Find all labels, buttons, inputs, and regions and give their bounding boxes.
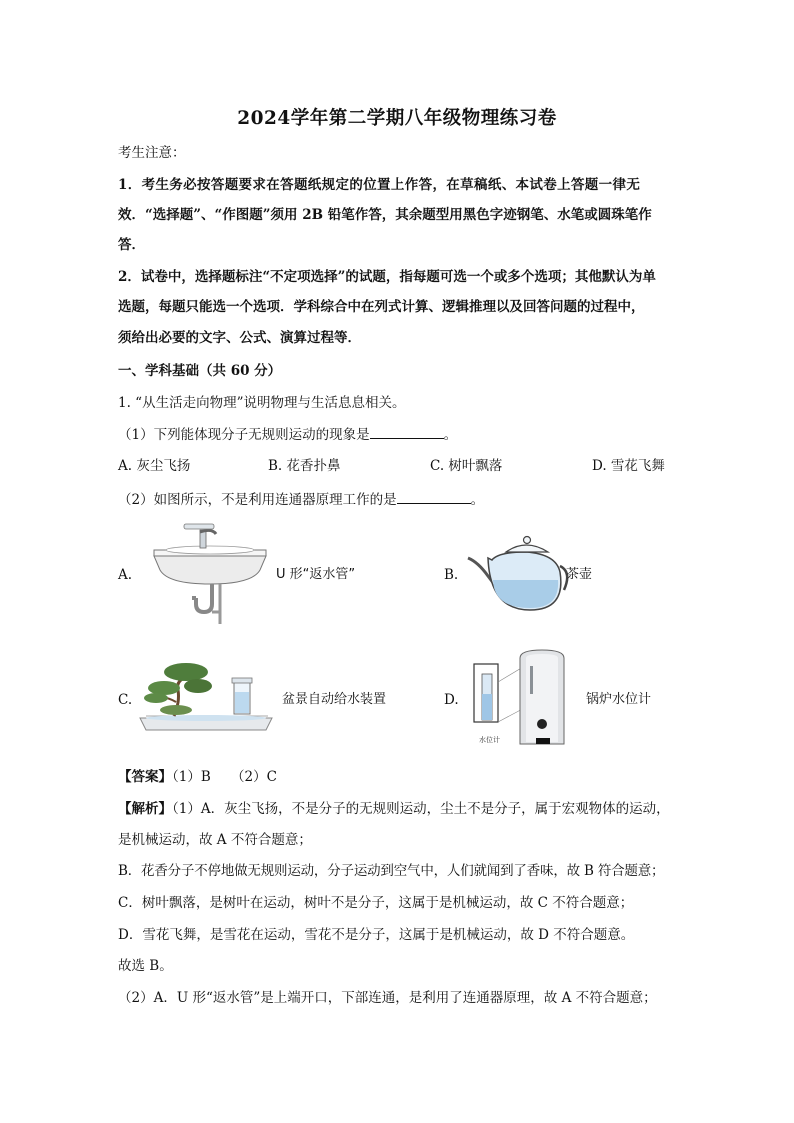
analysis-line-6: 故选 B。 bbox=[118, 958, 173, 974]
analysis-line-4: C．树叶飘落，是树叶在运动，树叶不是分子，这属于是机械运动，故 C 不符合题意； bbox=[118, 895, 634, 911]
bonsai-watering-image bbox=[136, 658, 276, 740]
figure-d-label: 锅炉水位计 bbox=[586, 692, 652, 707]
notice-item-2-line-2: 选题，每题只能选一个选项．学科综合中在列式计算、逻辑推理以及回答问题的过程中， bbox=[118, 299, 645, 315]
figure-d-letter: D. bbox=[444, 692, 459, 708]
analysis-line-1 bbox=[118, 799, 670, 819]
answer-tag: 【答案】 bbox=[118, 769, 172, 785]
answer-line bbox=[118, 767, 277, 787]
question-1-part-1-text: （1）下列能体现分子无规则运动的现象是 bbox=[118, 427, 370, 443]
analysis-line-2: 是机械运动，故 A 不符合题意； bbox=[118, 832, 312, 848]
option-b: B. 花香扑鼻 bbox=[268, 458, 341, 474]
teapot-image bbox=[460, 532, 570, 614]
question-1-part-1 bbox=[118, 424, 457, 445]
page-title: 2024学年第二学期八年级物理练习卷 bbox=[237, 108, 557, 129]
figure-b-letter: B. bbox=[444, 567, 459, 583]
question-1-part-2-text: （2）如图所示，不是利用连通器原理工作的是 bbox=[118, 492, 397, 508]
question-1-part-2-end: 。 bbox=[470, 492, 485, 508]
analysis-tag: 【解析】 bbox=[118, 801, 172, 817]
answer-blank bbox=[370, 424, 444, 439]
figure-c-letter: C. bbox=[118, 692, 133, 708]
notice-item-1-line-3: 答． bbox=[118, 237, 145, 253]
water-gauge-caption: 水位计 bbox=[479, 736, 500, 744]
analysis-line-7: （2）A．U 形“返水管”是上端开口，下部连通，是利用了连通器原理，故 A 不符合题意； bbox=[118, 990, 657, 1006]
analysis-line-3: B．花香分子不停地做无规则运动，分子运动到空气中，人们就闻到了香味，故 B 符合题意； bbox=[118, 863, 665, 879]
analysis-text-1: （1）A．灰尘飞扬，不是分子的无规则运动，尘土不是分子，属于宏观物体的运动， bbox=[172, 801, 670, 817]
answer-blank bbox=[397, 489, 471, 504]
notice-item-2-line-1: 2．试卷中，选择题标注“不定项选择”的试题，指每题可选一个或多个选项；其他默认为单 bbox=[118, 269, 656, 285]
notice-item-2-line-3: 须给出必要的文字、公式、演算过程等． bbox=[118, 330, 361, 346]
figure-b-label: 茶壶 bbox=[566, 567, 593, 582]
figure-c-label: 盆景自动给水装置 bbox=[282, 692, 387, 707]
notice-item-1-line-1: 1．考生务必按答题要求在答题纸规定的位置上作答，在草稿纸、本试卷上答题一律无 bbox=[118, 177, 641, 193]
notice-item-1-line-2: 效．“选择题”、“作图题”须用 2B 铅笔作答，其余题型用黑色字迹钢笔、水笔或圆珠笔作 bbox=[118, 207, 652, 223]
option-c: C. 树叶飘落 bbox=[430, 458, 503, 474]
figure-a-label: U 形“返水管” bbox=[276, 567, 356, 582]
question-1-part-1-end: 。 bbox=[443, 427, 458, 443]
option-d: D. 雪花飞舞 bbox=[592, 458, 665, 474]
section-heading: 一、学科基础（共 60 分） bbox=[118, 363, 282, 379]
notice-heading: 考生注意： bbox=[118, 145, 186, 161]
option-a: A. 灰尘飞扬 bbox=[118, 458, 191, 474]
analysis-line-5: D．雪花飞舞，是雪花在运动，雪花不是分子，这属于是机械运动，故 D 不符合题意。 bbox=[118, 927, 635, 943]
question-1-stem: 1. “从生活走向物理”说明物理与生活息息相关。 bbox=[118, 395, 406, 411]
sink-u-trap-image bbox=[148, 520, 273, 632]
question-1-part-2 bbox=[118, 489, 484, 510]
figure-a-letter: A. bbox=[118, 567, 133, 583]
answer-text: （1）B （2）C bbox=[172, 769, 277, 785]
